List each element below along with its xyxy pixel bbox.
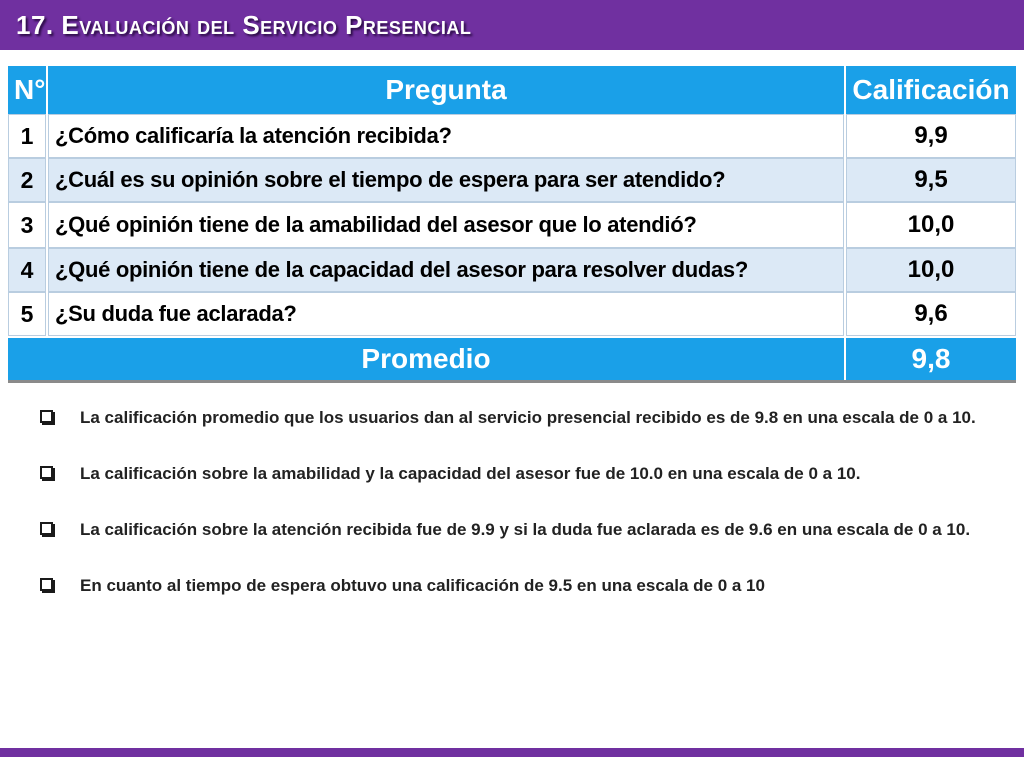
row-5-num: 5 <box>8 292 46 336</box>
row-1-num: 1 <box>8 114 46 158</box>
bullet-item <box>38 516 990 544</box>
page-title: 17. Evaluación del Servicio Presencial <box>16 10 472 40</box>
bullet-item <box>38 572 990 600</box>
row-3-question: ¿Qué opinión tiene de la amabilidad del asesor que lo atendió? <box>48 202 844 248</box>
bullet-item <box>38 404 990 432</box>
summary-bullets <box>38 404 990 600</box>
header-num: N° <box>8 66 46 114</box>
checkbox-icon <box>40 522 53 535</box>
title-bar <box>0 0 1024 50</box>
bullet-text: La calificación sobre la atención recibida fue de 9.9 y si la duda fue aclarada es de 9.6 en una escala de 0 a 10. <box>80 520 971 539</box>
bullet-text: La calificación promedio que los usuarios dan al servicio presencial recibido es de 9.8 en una escala de 0 a 10. <box>80 408 976 427</box>
checkbox-icon <box>40 410 53 423</box>
bullet-item <box>38 460 990 488</box>
row-5-question: ¿Su duda fue aclarada? <box>48 292 844 336</box>
row-5-score: 9,6 <box>846 292 1016 336</box>
row-1-question: ¿Cómo calificaría la atención recibida? <box>48 114 844 158</box>
header-question: Pregunta <box>48 66 844 114</box>
evaluation-table <box>8 66 1016 382</box>
row-4-question: ¿Qué opinión tiene de la capacidad del asesor para resolver dudas? <box>48 248 844 292</box>
row-3-score: 10,0 <box>846 202 1016 248</box>
header-score: Calificación <box>846 66 1016 114</box>
average-score: 9,8 <box>846 338 1016 380</box>
footer-bar <box>0 748 1024 757</box>
row-4-num: 4 <box>8 248 46 292</box>
row-2-score: 9,5 <box>846 158 1016 202</box>
row-3-num: 3 <box>8 202 46 248</box>
table-bottom-border <box>8 380 1016 383</box>
row-4-score: 10,0 <box>846 248 1016 292</box>
checkbox-icon <box>40 466 53 479</box>
average-label: Promedio <box>8 338 844 380</box>
row-2-question: ¿Cuál es su opinión sobre el tiempo de espera para ser atendido? <box>48 158 844 202</box>
bullet-text: La calificación sobre la amabilidad y la capacidad del asesor fue de 10.0 en una escala de 0 a 10. <box>80 464 861 483</box>
checkbox-icon <box>40 578 53 591</box>
row-1-score: 9,9 <box>846 114 1016 158</box>
bullet-text: En cuanto al tiempo de espera obtuvo una calificación de 9.5 en una escala de 0 a 10 <box>80 576 765 595</box>
row-2-num: 2 <box>8 158 46 202</box>
